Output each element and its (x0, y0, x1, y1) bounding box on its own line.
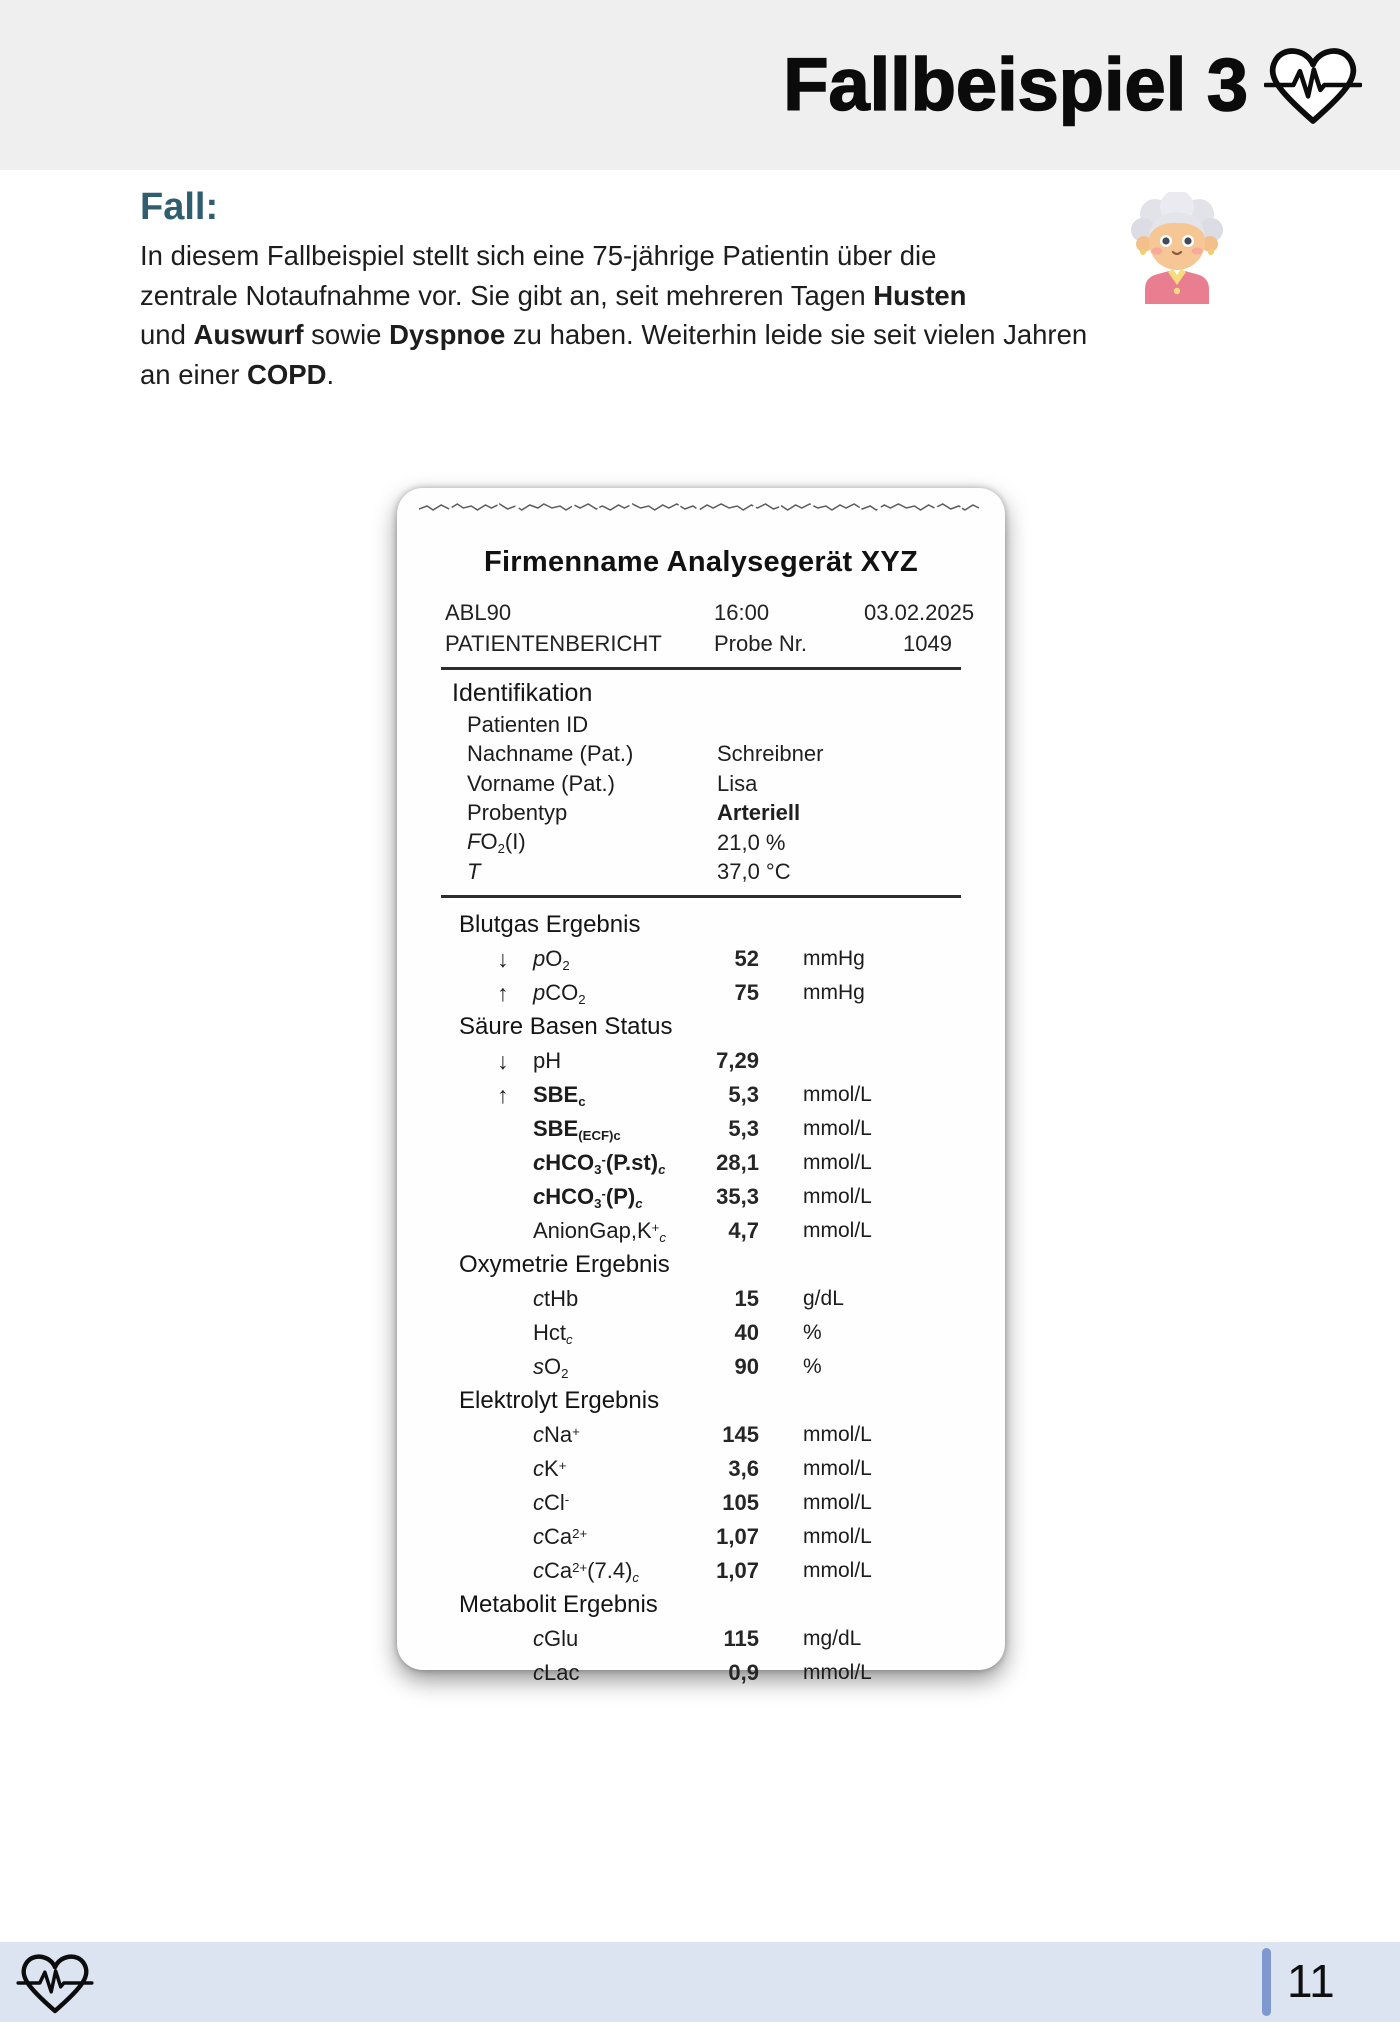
footer-band (0, 1942, 1400, 2022)
page-title: Fallbeispiel 3 (783, 43, 1248, 126)
label-segment: p (533, 979, 546, 1005)
id-label (467, 800, 717, 826)
label-segment: K (544, 1456, 559, 1481)
case-text-run: . (326, 358, 335, 390)
parameter-label (533, 1626, 685, 1652)
label-segment: Glu (544, 1626, 579, 1651)
report-meta (445, 597, 975, 659)
id-row (397, 740, 1005, 770)
parameter-label (533, 1150, 685, 1177)
parameter-value: 7,29 (716, 1048, 759, 1073)
sample-label: Probe Nr. (714, 630, 807, 656)
section-divider (441, 895, 961, 898)
label-segment: 2 (497, 841, 505, 857)
label-segment: 3 (594, 1161, 602, 1177)
case-text-run: Husten (873, 279, 967, 311)
parameter-value: 115 (723, 1626, 759, 1651)
case-text-run: sowie (303, 319, 390, 350)
parameter-label (533, 1320, 685, 1347)
id-value: 21,0 % (717, 829, 786, 855)
label-segment: c (659, 1229, 666, 1245)
case-text-run: Dyspnoe (389, 319, 506, 350)
result-row (397, 942, 1005, 976)
label-segment: Probentyp (467, 800, 568, 826)
parameter-value: 0,9 (728, 1660, 759, 1685)
parameter-unit: mmol/L (803, 1117, 872, 1140)
parameter-value: 1,07 (716, 1524, 759, 1549)
result-row (397, 1146, 1005, 1180)
result-row (397, 1418, 1005, 1452)
parameter-unit: mmol/L (803, 1491, 872, 1514)
parameter-value: 52 (734, 946, 759, 971)
id-row (397, 769, 1005, 799)
id-label (467, 829, 717, 856)
id-value: 37,0 °C (717, 859, 791, 885)
label-segment: 2 (561, 1365, 569, 1381)
section-divider (441, 667, 961, 670)
label-segment: tHb (544, 1286, 579, 1311)
label-segment: c (533, 1422, 544, 1447)
result-row (397, 1554, 1005, 1588)
parameter-label (533, 1082, 685, 1109)
label-segment: Cl (544, 1490, 565, 1515)
parameter-value: 4,7 (728, 1218, 759, 1243)
parameter-unit: mmol/L (803, 1423, 872, 1446)
label-segment: c (635, 1195, 643, 1211)
id-label (467, 712, 717, 738)
case-paragraph (140, 236, 1280, 394)
trend-arrow: ↑ (497, 1081, 509, 1108)
report-date: 03.02.2025 (864, 599, 975, 625)
label-segment: + (651, 1219, 660, 1235)
result-row (397, 976, 1005, 1010)
label-segment: SBE (533, 1115, 579, 1141)
id-label (467, 771, 717, 797)
parameter-unit: mmol/L (803, 1525, 872, 1548)
label-segment: c (533, 1183, 546, 1209)
label-segment: c (533, 1626, 544, 1651)
label-segment: 2+ (572, 1526, 588, 1542)
page-number-bar (1262, 1948, 1271, 2016)
label-segment: CO (545, 979, 579, 1005)
label-segment: 2+ (572, 1559, 588, 1575)
identification-rows (397, 710, 1005, 887)
parameter-value: 5,3 (728, 1082, 759, 1107)
result-row (397, 1316, 1005, 1350)
heart-pulse-icon (1264, 41, 1362, 129)
label-segment: s (533, 1353, 544, 1379)
result-row (397, 1180, 1005, 1214)
label-segment: (ECF)c (578, 1127, 621, 1143)
result-row (397, 1214, 1005, 1248)
device-name: ABL90 (445, 599, 512, 625)
label-segment: c (533, 1286, 544, 1311)
parameter-label (533, 1456, 685, 1482)
parameter-value: 1,07 (716, 1558, 759, 1583)
parameter-label (533, 1660, 685, 1686)
parameter-label (533, 1354, 685, 1381)
label-segment: SBE (533, 1081, 579, 1107)
label-segment: c (533, 1149, 546, 1175)
case-heading: Fall: (140, 186, 219, 228)
parameter-label (533, 1524, 685, 1550)
parameter-unit: % (803, 1321, 822, 1344)
label-segment: Vorname (Pat.) (467, 770, 615, 796)
label-segment: Patienten ID (467, 711, 589, 737)
result-row (397, 1656, 1005, 1690)
sample-number: 1049 (903, 630, 952, 656)
report-title: Firmenname Analysegerät XYZ (483, 546, 919, 578)
parameter-unit: mmol/L (803, 1219, 872, 1242)
id-value: Lisa (717, 770, 758, 796)
section-heading: Oxymetrie Ergebnis (459, 1251, 670, 1278)
parameter-label (533, 1558, 685, 1585)
case-text-run: und (140, 319, 194, 350)
parameter-value: 90 (734, 1354, 759, 1379)
parameter-unit: mmHg (803, 981, 865, 1004)
label-segment: 2 (578, 991, 586, 1007)
label-segment: Nachname (Pat.) (467, 741, 634, 767)
parameter-value: 3,6 (728, 1456, 759, 1481)
result-row (397, 1282, 1005, 1316)
parameter-value: 40 (734, 1320, 759, 1345)
result-row (397, 1078, 1005, 1112)
report-torn-edge (419, 500, 983, 514)
label-segment: c (566, 1331, 573, 1347)
parameter-value: 145 (722, 1422, 759, 1447)
case-text-run: In diesem Fallbeispiel stellt sich eine 75-jährige Patientin über die (140, 240, 937, 271)
label-segment: - (601, 1185, 606, 1201)
label-segment: Hct (533, 1319, 566, 1345)
parameter-unit: g/dL (803, 1287, 844, 1310)
parameter-label (533, 1218, 685, 1245)
parameter-label (533, 980, 685, 1007)
id-label (467, 859, 717, 885)
label-segment: (P) (605, 1183, 636, 1209)
case-text-run: COPD (247, 358, 327, 390)
result-row (397, 1622, 1005, 1656)
parameter-label (533, 946, 685, 973)
label-segment: c (632, 1569, 640, 1585)
result-row (397, 1112, 1005, 1146)
parameter-unit: mmHg (803, 947, 865, 970)
parameter-label (533, 1286, 685, 1312)
label-segment: p (533, 945, 546, 971)
result-row (397, 1044, 1005, 1078)
report-meta-row (445, 597, 975, 628)
id-row (397, 858, 1005, 888)
section-heading: Blutgas Ergebnis (459, 911, 641, 938)
label-segment: HCO (545, 1149, 595, 1175)
label-segment: Na (544, 1422, 573, 1447)
parameter-unit: mmol/L (803, 1185, 872, 1208)
parameter-value: 105 (722, 1490, 759, 1515)
parameter-label (533, 1422, 685, 1448)
footer-heart-icon (16, 1950, 94, 2016)
parameter-unit: mmol/L (803, 1559, 872, 1582)
header-band (0, 0, 1400, 170)
label-segment: pH (533, 1048, 562, 1073)
result-row (397, 1452, 1005, 1486)
label-segment: (P.st) (605, 1149, 659, 1175)
case-text-run: zentrale Notaufnahme vor. Sie gibt an, seit mehreren Tagen (140, 279, 874, 311)
parameter-value: 75 (734, 980, 759, 1005)
case-section (140, 184, 1280, 394)
parameter-unit: mmol/L (803, 1661, 872, 1684)
id-value: Arteriell (717, 800, 801, 826)
identification-heading: Identifikation (452, 679, 593, 707)
section-heading: Metabolit Ergebnis (459, 1591, 658, 1618)
label-segment: c (533, 1490, 544, 1515)
id-label (467, 741, 717, 767)
label-segment: T (467, 859, 481, 885)
label-segment: + (572, 1424, 580, 1440)
label-segment: - (564, 1492, 570, 1508)
label-segment: O (545, 945, 563, 971)
section-heading: Säure Basen Status (459, 1013, 673, 1040)
label-segment: AnionGap,K (533, 1217, 652, 1243)
result-row (397, 1350, 1005, 1384)
parameter-value: 28,1 (716, 1150, 759, 1175)
label-segment: (I) (504, 829, 526, 855)
report-time: 16:00 (714, 599, 770, 625)
report-card (397, 488, 1005, 1685)
label-segment: 2 (562, 957, 570, 973)
label-segment: c (533, 1524, 544, 1549)
id-row (397, 710, 1005, 740)
parameter-unit: mmol/L (803, 1083, 872, 1106)
label-segment: HCO (545, 1183, 595, 1209)
old-woman-emoji (1126, 192, 1228, 304)
label-segment: Ca (544, 1557, 573, 1583)
parameter-unit: mmol/L (803, 1457, 872, 1480)
parameter-unit: % (803, 1355, 822, 1378)
page-number: 11 (1287, 1955, 1335, 2007)
parameter-unit: mg/dL (803, 1627, 862, 1650)
result-row (397, 1520, 1005, 1554)
id-row (397, 799, 1005, 829)
report-meta-row (445, 628, 952, 659)
label-segment: + (558, 1458, 567, 1474)
label-segment: c (533, 1557, 544, 1583)
label-segment: c (578, 1093, 586, 1109)
parameter-value: 5,3 (728, 1116, 759, 1141)
id-value: Schreibner (717, 741, 824, 767)
trend-arrow: ↓ (497, 945, 509, 972)
result-sections (397, 908, 1005, 1690)
label-segment: c (658, 1161, 666, 1177)
label-segment: c (533, 1456, 544, 1481)
label-segment: O (544, 1353, 562, 1379)
label-segment: O (480, 829, 498, 855)
parameter-label (533, 1116, 685, 1143)
trend-arrow: ↓ (497, 1047, 509, 1074)
label-segment: 3 (594, 1195, 602, 1211)
label-segment: (7.4) (587, 1557, 633, 1583)
case-text-run: an einer (140, 358, 248, 390)
case-text-run: zu haben. Weiterhin leide sie seit vielen Jahren (505, 319, 1088, 350)
parameter-label (533, 1048, 685, 1074)
parameter-label (533, 1490, 685, 1516)
trend-arrow: ↑ (497, 979, 509, 1006)
label-segment: F (467, 829, 481, 855)
label-segment: Ca (544, 1524, 573, 1549)
parameter-label (533, 1184, 685, 1211)
label-segment: c (533, 1660, 544, 1685)
parameter-unit: mmol/L (803, 1151, 872, 1174)
id-row (397, 828, 1005, 858)
report-type: PATIENTENBERICHT (445, 630, 662, 656)
section-heading: Elektrolyt Ergebnis (459, 1387, 660, 1414)
label-segment: Lac (544, 1660, 580, 1685)
result-row (397, 1486, 1005, 1520)
parameter-value: 15 (734, 1286, 759, 1311)
case-text-run: Auswurf (193, 319, 304, 350)
label-segment: - (601, 1151, 606, 1167)
parameter-value: 35,3 (716, 1184, 759, 1209)
